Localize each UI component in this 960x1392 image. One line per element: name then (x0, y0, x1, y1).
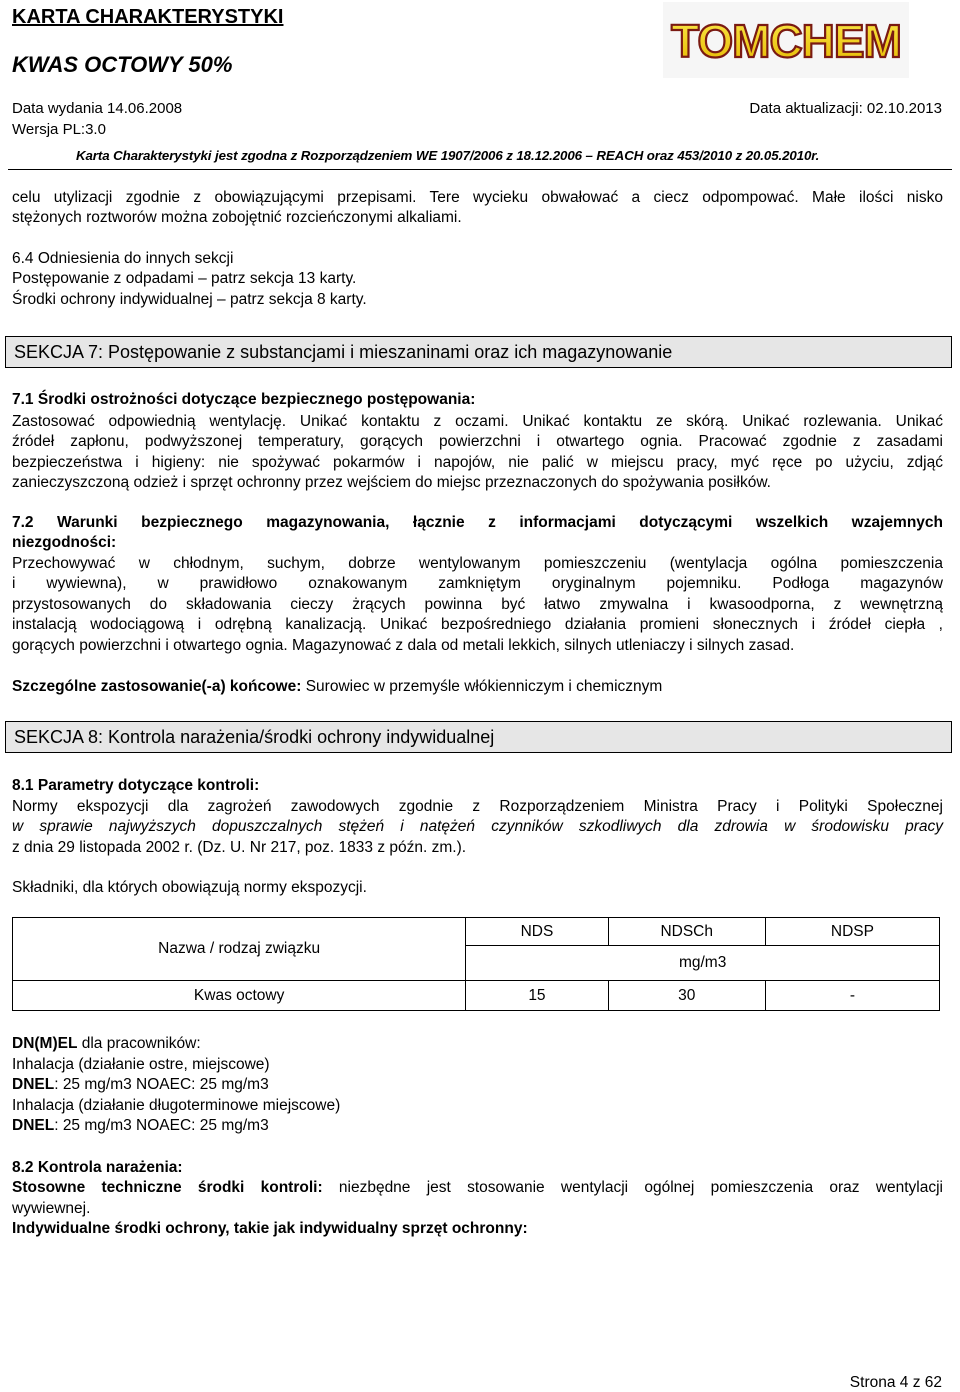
subsection-heading: Indywidualne środki ochrony, takie jak indywidualny sprzęt ochronny: (12, 1220, 528, 1237)
paragraph-line: instalacją wodociągową i odrębną kanalizacją. Unikać bezpośredniego działania promieni słonecznych i źródeł ciepła , (12, 616, 943, 633)
section-8-header: SEKCJA 8: Kontrola narażenia/środki ochrony indywidualnej (5, 721, 952, 753)
table-header-ndsch: NDSCh (608, 918, 765, 946)
paragraph-line: w sprawie najwyższych dopuszczalnych stężeń i natężeń czynników szkodliwych dla zdrowia w środowisku pracy (12, 818, 943, 835)
paragraph-line: Zastosować odpowiednią wentylację. Unikać kontaktu z oczami. Unikać kontaktu ze skórą. Unikać rozlewania. Unikać (12, 413, 943, 430)
table-header-name: Nazwa / rodzaj związku (13, 918, 466, 981)
subsection-heading: 8.2 Kontrola narażenia: (12, 1159, 183, 1176)
paragraph-line: Inhalacja (działanie długoterminowe miejscowe) (12, 1097, 341, 1114)
paragraph-line: Normy ekspozycji dla zagrożeń zawodowych zgodnie z Rozporządzeniem Ministra Pracy i Polityki Społecznej (12, 798, 943, 815)
paragraph-line: z dnia 29 listopada 2002 r. (Dz. U. Nr 217, poz. 1833 z późn. zm.). (12, 839, 467, 856)
issue-date: Data wydania 14.06.2008 (12, 100, 183, 117)
paragraph-line: Składniki, dla których obowiązują normy ekspozycji. (12, 879, 367, 896)
dnel-heading: DN(M)EL dla pracowników: (12, 1035, 201, 1052)
subsection-heading: 7.2 Warunki bezpiecznego magazynowania, łącznie z informacjami dotyczącymi wszelkich wzajemnych (12, 514, 943, 531)
table-cell-name: Kwas octowy (13, 981, 466, 1011)
paragraph-line: Stosowne techniczne środki kontroli: niezbędne jest stosowanie wentylacji ogólnej pomieszczenia oraz wentylacji (12, 1179, 944, 1196)
version: Wersja PL:3.0 (12, 121, 106, 138)
exposure-limits-table (12, 917, 940, 1011)
paragraph-line: gorących powierzchni i otwartego ognia. Magazynować z dala od metali lekkich, silnych utleniaczy i silnych zasad. (12, 637, 795, 654)
table-cell-ndsp: - (765, 981, 939, 1011)
page-number: Strona 4 z 62 (849, 1374, 942, 1391)
tomchem-logo (663, 2, 909, 78)
table-row (13, 981, 940, 1011)
product-name: KWAS OCTOWY 50% (12, 52, 233, 77)
dnel-value-line: DNEL: 25 mg/m3 NOAEC: 25 mg/m3 (12, 1076, 269, 1093)
subsection-heading: niezgodności: (12, 534, 117, 551)
table-cell-ndsch: 30 (608, 981, 765, 1011)
paragraph-line: wywiewnej. (12, 1200, 91, 1217)
logo-text: TOMCHEM (671, 15, 901, 67)
paragraph-line: źródeł zapłonu, podwyższonej temperatury, gorących powierzchni i otwartego ognia. Pracować zgodnie z zasadami (12, 433, 943, 450)
update-date: Data aktualizacji: 02.10.2013 (749, 100, 942, 117)
section-7-header: SEKCJA 7: Postępowanie z substancjami i mieszaninami oraz ich magazynowanie (5, 336, 952, 368)
paragraph-line: celu utylizacji zgodnie z obowiązującymi przepisami. Tere wycieku obwałować a ciecz odpompować. Małe ilości nisko (12, 189, 943, 206)
dnel-value-line: DNEL: 25 mg/m3 NOAEC: 25 mg/m3 (12, 1117, 269, 1134)
table-header-ndsp: NDSP (765, 918, 939, 946)
paragraph-line: Inhalacja (działanie ostre, miejscowe) (12, 1056, 270, 1073)
table-cell-nds: 15 (466, 981, 608, 1011)
paragraph-line: Postępowanie z odpadami – patrz sekcja 13 karty. (12, 270, 357, 287)
table-header-nds: NDS (466, 918, 608, 946)
paragraph-line: zanieczyszczoną odzież i sprzęt ochronny przez wejściem do miejsc przeznaczonych do spożywania posiłków. (12, 474, 771, 491)
paragraph-line: Środki ochrony indywidualnej – patrz sekcja 8 karty. (12, 291, 367, 308)
end-use-line: Szczególne zastosowanie(-a) końcowe: Surowiec w przemyśle włókienniczym i chemicznym (12, 678, 663, 695)
table-header-unit: mg/m3 (466, 946, 940, 981)
subsection-heading: 8.1 Parametry dotyczące kontroli: (12, 777, 260, 794)
paragraph-line: bezpieczeństwa i higieny: nie spożywać pokarmów i napojów, nie palić w miejscu pracy, myć ręce po użyciu, zdjąć (12, 454, 943, 471)
compliance-note: Karta Charakterystyki jest zgodna z Rozporządzeniem WE 1907/2006 z 18.12.2006 – REACH oraz 453/2010 z 20.05.2010r. (76, 148, 820, 163)
paragraph-line: stężonych roztworów można zobojętnić rozcieńczonymi alkaliami. (12, 209, 462, 226)
paragraph-line: przystosowanych do składowania cieczy żrących powinna być łatwo zmywalna i kwasoodporna, z wewnętrzną (12, 596, 943, 613)
header-divider (8, 169, 952, 170)
subsection-heading: 7.1 Środki ostrożności dotyczące bezpiecznego postępowania: (12, 391, 476, 408)
paragraph-line: i wywiewna), w prawidłowo oznakowanym zamkniętym oryginalnym pojemniku. Podłoga magazynów (12, 575, 943, 592)
document-title: KARTA CHARAKTERYSTYKI (12, 6, 284, 28)
subsection-heading: 6.4 Odniesienia do innych sekcji (12, 250, 234, 267)
paragraph-line: Przechowywać w chłodnym, suchym, dobrze wentylowanym pomieszczeniu (wentylacja ogólna pomieszczenia (12, 555, 943, 572)
